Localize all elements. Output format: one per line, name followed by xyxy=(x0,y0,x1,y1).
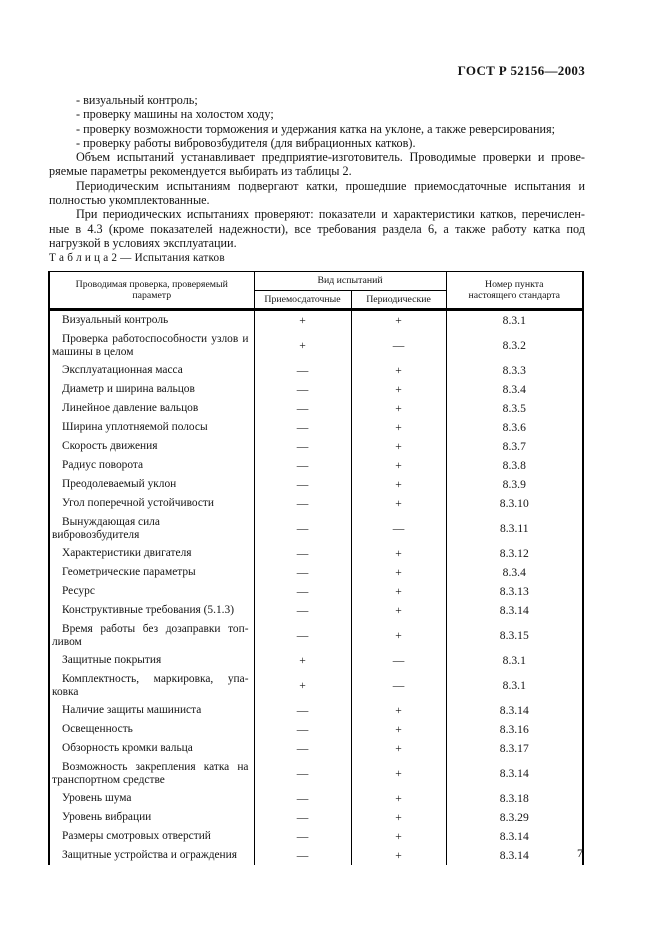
cell-clause-number: 8.3.15 xyxy=(499,629,529,642)
cell-clause-number: 8.3.5 xyxy=(502,402,526,415)
cell-clause-number: 8.3.8 xyxy=(502,459,526,472)
parameter-line: Проверка работоспособности узлов и xyxy=(62,333,249,345)
cell-periodic-mark: + xyxy=(351,827,446,846)
cell-clause-number: 8.3.9 xyxy=(502,478,526,491)
standard-reference: ГОСТ Р 52156—2003 xyxy=(457,63,585,78)
cell-parameter xyxy=(49,513,254,544)
cell-parameter xyxy=(49,601,254,620)
cell-parameter xyxy=(49,437,254,456)
table-row xyxy=(49,310,583,331)
parameter-line: Конструктивные требования (5.1.3) xyxy=(62,604,235,617)
header-line: Вид испытаний xyxy=(317,275,383,286)
cell-clause-number: 8.3.6 xyxy=(502,421,526,434)
table-row xyxy=(49,544,583,563)
cell-acceptance-mark: — xyxy=(254,808,351,827)
cell-periodic-mark: — xyxy=(351,330,446,361)
table-row xyxy=(49,789,583,808)
cell-clause-number: 8.3.14 xyxy=(499,704,529,717)
cell-periodic-mark: + xyxy=(351,456,446,475)
cell-parameter xyxy=(49,758,254,789)
cell-acceptance-mark: — xyxy=(254,418,351,437)
cell-periodic-mark: + xyxy=(351,720,446,739)
cell-clause-number: 8.3.4 xyxy=(502,566,526,579)
parameter-line: транспортном средстве xyxy=(52,773,165,786)
table-row xyxy=(49,620,583,651)
cell-clause-number: 8.3.12 xyxy=(499,547,529,560)
cell-periodic-mark: + xyxy=(351,563,446,582)
cell-clause-number: 8.3.11 xyxy=(499,522,529,535)
cell-acceptance-mark: — xyxy=(254,563,351,582)
header-line: Приемосдаточные xyxy=(264,293,341,305)
cell-periodic-mark: + xyxy=(351,601,446,620)
cell-periodic-mark: — xyxy=(351,651,446,670)
table-row xyxy=(49,494,583,513)
parameter-line: машины в целом xyxy=(52,345,134,358)
cell-periodic-mark: + xyxy=(351,789,446,808)
cell-periodic-mark: + xyxy=(351,475,446,494)
table-row xyxy=(49,582,583,601)
cell-acceptance-mark: — xyxy=(254,399,351,418)
parameter-line: Освещенность xyxy=(62,723,133,736)
cell-acceptance-mark: + xyxy=(254,670,351,701)
cell-clause-number: 8.3.1 xyxy=(502,314,526,327)
table-row xyxy=(49,418,583,437)
parameter-line: Размеры смотровых отверстий xyxy=(62,830,211,843)
cell-acceptance-mark: — xyxy=(254,701,351,720)
table-row xyxy=(49,563,583,582)
cell-clause-number: 8.3.16 xyxy=(499,723,529,736)
parameter-line: Защитные покрытия xyxy=(62,654,162,667)
parameter-line: ковка xyxy=(52,685,79,698)
cell-periodic-mark: — xyxy=(351,670,446,701)
parameter-line: Скорость движения xyxy=(62,440,158,453)
cell-parameter xyxy=(49,494,254,513)
cell-periodic-mark: + xyxy=(351,582,446,601)
paragraphs xyxy=(49,150,585,250)
cell-parameter xyxy=(49,310,254,331)
list-item-line: - проверку работы вибровозбудителя (для вибрационных катков). xyxy=(76,135,416,150)
paragraph-line: Периодическим испытаниям подвергают катки, прошедшие приемосдаточные испытания и xyxy=(76,178,585,193)
cell-acceptance-mark: — xyxy=(254,789,351,808)
cell-acceptance-mark: — xyxy=(254,361,351,380)
header-line: параметр xyxy=(132,290,172,301)
cell-acceptance-mark: — xyxy=(254,513,351,544)
cell-parameter xyxy=(49,475,254,494)
cell-clause-number: 8.3.1 xyxy=(502,654,526,667)
cell-parameter xyxy=(49,563,254,582)
cell-parameter xyxy=(49,720,254,739)
parameter-line: Обзорность кромки вальца xyxy=(62,742,193,755)
paragraph-line: нагрузкой в условиях эксплуатации. xyxy=(49,235,237,250)
table-row xyxy=(49,846,583,865)
parameter-line: Эксплуатационная масса xyxy=(62,364,183,377)
cell-clause-number: 8.3.7 xyxy=(502,440,526,453)
parameter-line: Геометрические параметры xyxy=(62,566,196,579)
paragraph-line: ряемые параметры рекомендуется выбирать из таблицы 2. xyxy=(49,164,352,179)
parameter-line: Защитные устройства и ограждения xyxy=(62,849,237,862)
header-periodic-tests xyxy=(351,290,446,310)
header-clause-number xyxy=(446,272,583,310)
header-acceptance-tests xyxy=(254,290,351,310)
table-row xyxy=(49,513,583,544)
cell-periodic-mark: + xyxy=(351,399,446,418)
table-row xyxy=(49,670,583,701)
list-item-line: - проверку машины на холостом ходу; xyxy=(76,107,274,122)
paragraph-line: Объем испытаний устанавливает предприятие-изготовитель. Проводимые проверки и прове- xyxy=(76,150,585,165)
cell-parameter xyxy=(49,808,254,827)
parameter-line: Вынуждающая сила вибровозбудителя xyxy=(52,516,160,541)
cell-periodic-mark: + xyxy=(351,544,446,563)
cell-acceptance-mark: — xyxy=(254,720,351,739)
cell-clause-number: 8.3.18 xyxy=(499,792,529,805)
cell-periodic-mark: + xyxy=(351,846,446,865)
parameter-line: Угол поперечной устойчивости xyxy=(62,497,215,510)
cell-acceptance-mark: — xyxy=(254,544,351,563)
cell-clause-number: 8.3.14 xyxy=(499,604,529,617)
cell-periodic-mark: + xyxy=(351,739,446,758)
list-item-line: - проверку возможности торможения и удержания катка на уклоне, а также реверсирования; xyxy=(76,121,555,136)
cell-periodic-mark: + xyxy=(351,380,446,399)
cell-acceptance-mark: — xyxy=(254,620,351,651)
cell-parameter xyxy=(49,361,254,380)
tests-table-container xyxy=(48,271,582,865)
table-row xyxy=(49,361,583,380)
table-body xyxy=(49,310,583,866)
cell-acceptance-mark: — xyxy=(254,739,351,758)
parameter-line: Ресурс xyxy=(62,585,95,598)
header-line: Проводимая проверка, проверяемый xyxy=(75,278,228,290)
table-row xyxy=(49,758,583,789)
parameter-line: Уровень шума xyxy=(62,792,132,805)
table-row xyxy=(49,399,583,418)
cell-parameter xyxy=(49,456,254,475)
cell-clause-number: 8.3.4 xyxy=(502,383,526,396)
table-row xyxy=(49,330,583,361)
header-line: Номер пункта xyxy=(485,278,544,290)
parameter-line: Линейное давление вальцов xyxy=(62,402,199,415)
table-caption: Т а б л и ц а 2 — Испытания катков xyxy=(49,252,225,264)
cell-acceptance-mark: — xyxy=(254,494,351,513)
cell-parameter xyxy=(49,701,254,720)
header-parameter xyxy=(49,272,254,310)
cell-parameter xyxy=(49,330,254,361)
table-row xyxy=(49,827,583,846)
cell-acceptance-mark: — xyxy=(254,601,351,620)
cell-acceptance-mark: + xyxy=(254,330,351,361)
paragraph-line: При периодических испытаниях проверяют: показатели и характеристики катков, перечислен- xyxy=(76,207,585,222)
cell-clause-number: 8.3.3 xyxy=(502,364,526,377)
header-line: настоящего стандарта xyxy=(468,290,561,301)
table-header xyxy=(49,272,583,310)
cell-parameter xyxy=(49,399,254,418)
cell-periodic-mark: + xyxy=(351,620,446,651)
cell-parameter xyxy=(49,670,254,701)
table-row xyxy=(49,720,583,739)
cell-acceptance-mark: + xyxy=(254,310,351,331)
parameter-line: Характеристики двигателя xyxy=(62,547,192,560)
cell-acceptance-mark: — xyxy=(254,758,351,789)
cell-periodic-mark: + xyxy=(351,310,446,331)
cell-clause-number: 8.3.2 xyxy=(502,339,526,352)
parameter-line: ливом xyxy=(52,635,82,648)
parameter-line: Радиус поворота xyxy=(62,459,144,472)
cell-periodic-mark: + xyxy=(351,494,446,513)
cell-parameter xyxy=(49,739,254,758)
paragraph-line: ные в 4.3 (кроме показателей надежности), все требования раздела 6, а также работу катка под xyxy=(49,221,585,236)
intro-list xyxy=(49,93,585,150)
cell-clause-number: 8.3.29 xyxy=(499,811,529,824)
cell-acceptance-mark: — xyxy=(254,380,351,399)
cell-clause-number: 8.3.17 xyxy=(499,742,529,755)
table-row xyxy=(49,808,583,827)
tests-table xyxy=(48,271,584,865)
parameter-line: Уровень вибрации xyxy=(62,811,152,824)
table-row xyxy=(49,380,583,399)
cell-acceptance-mark: — xyxy=(254,846,351,865)
cell-clause-number: 8.3.13 xyxy=(499,585,529,598)
cell-parameter xyxy=(49,380,254,399)
parameter-line: Визуальный контроль xyxy=(62,314,169,327)
cell-periodic-mark: — xyxy=(351,513,446,544)
parameter-line: Время работы без дозаправки топ- xyxy=(62,623,249,635)
table-row xyxy=(49,437,583,456)
paragraph-line: полностью укомплектованные. xyxy=(49,193,210,208)
cell-parameter xyxy=(49,418,254,437)
cell-clause-number: 8.3.1 xyxy=(502,679,526,692)
cell-periodic-mark: + xyxy=(351,701,446,720)
cell-clause-number: 8.3.14 xyxy=(499,767,529,780)
parameter-line: Комплектность, маркировка, упа- xyxy=(62,673,249,685)
parameter-line: Ширина уплотняемой полосы xyxy=(62,421,208,434)
cell-parameter xyxy=(49,846,254,865)
cell-acceptance-mark: — xyxy=(254,582,351,601)
cell-periodic-mark: + xyxy=(351,758,446,789)
cell-parameter xyxy=(49,582,254,601)
cell-acceptance-mark: — xyxy=(254,475,351,494)
cell-parameter xyxy=(49,651,254,670)
cell-acceptance-mark: — xyxy=(254,827,351,846)
header-test-type-group xyxy=(254,272,446,291)
cell-periodic-mark: + xyxy=(351,808,446,827)
cell-parameter xyxy=(49,789,254,808)
cell-clause-number: 8.3.14 xyxy=(499,849,529,862)
cell-acceptance-mark: + xyxy=(254,651,351,670)
cell-parameter xyxy=(49,620,254,651)
table-row xyxy=(49,475,583,494)
table-row xyxy=(49,651,583,670)
parameter-line: Наличие защиты машиниста xyxy=(62,704,202,717)
table-row xyxy=(49,701,583,720)
cell-parameter xyxy=(49,544,254,563)
list-item-line: - визуальный контроль; xyxy=(76,93,198,107)
parameter-line: Возможность закрепления катка на xyxy=(62,761,249,773)
cell-clause-number: 8.3.10 xyxy=(499,497,529,510)
header-line: Периодические xyxy=(366,293,431,305)
table-row xyxy=(49,601,583,620)
parameter-line: Преодолеваемый уклон xyxy=(62,478,177,491)
cell-acceptance-mark: — xyxy=(254,456,351,475)
cell-periodic-mark: + xyxy=(351,437,446,456)
cell-periodic-mark: + xyxy=(351,361,446,380)
cell-parameter xyxy=(49,827,254,846)
body-text xyxy=(49,93,585,250)
parameter-line: Диаметр и ширина вальцов xyxy=(62,383,195,396)
cell-acceptance-mark: — xyxy=(254,437,351,456)
cell-periodic-mark: + xyxy=(351,418,446,437)
page-number: 7 xyxy=(577,846,583,860)
cell-clause-number: 8.3.14 xyxy=(499,830,529,843)
table-row xyxy=(49,739,583,758)
table-row xyxy=(49,456,583,475)
